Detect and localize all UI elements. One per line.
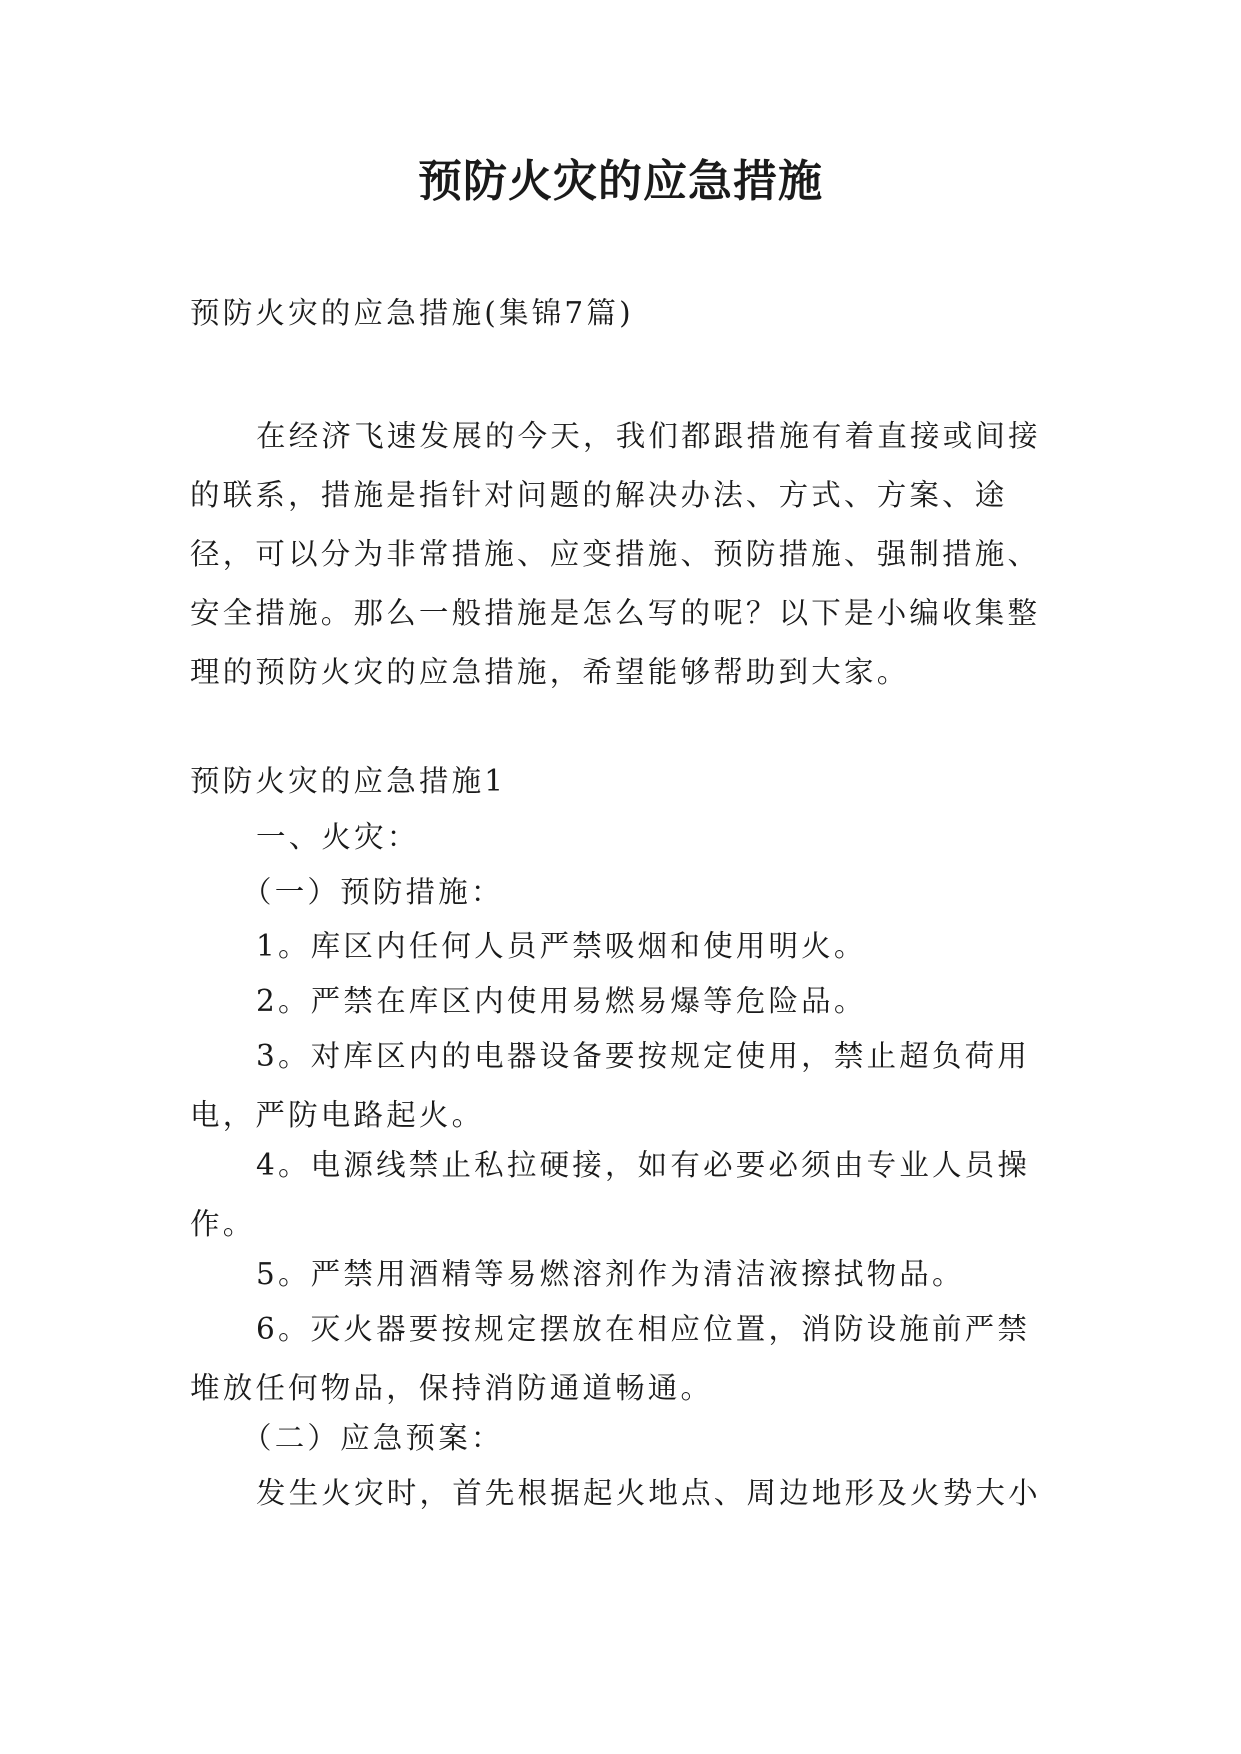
list-item: 3。对库区内的电器设备要按规定使用，禁止超负荷用电，严防电路起火。 bbox=[190, 1039, 1031, 1132]
list-item: 6。灭火器要按规定摆放在相应位置，消防设施前严禁堆放任何物品，保持消防通道畅通。 bbox=[190, 1312, 1031, 1405]
list-item: 5。严禁用酒精等易燃溶剂作为清洁液擦拭物品。 bbox=[256, 1257, 965, 1291]
list-item: 4。电源线禁止私拉硬接，如有必要必须由专业人员操作。 bbox=[190, 1148, 1031, 1241]
list-item: 1。库区内任何人员严禁吸烟和使用明火。 bbox=[256, 929, 867, 963]
subsection-heading-emergency-plan: （二）应急预案： bbox=[242, 1421, 504, 1455]
subsection-heading-prevention: （一）预防措施： bbox=[242, 875, 504, 909]
section-heading: 预防火灾的应急措施1 bbox=[190, 764, 507, 798]
document-title: 预防火灾的应急措施 bbox=[418, 156, 823, 207]
part-heading: 一、火灾： bbox=[256, 820, 420, 854]
document-subtitle: 预防火灾的应急措施(集锦7篇) bbox=[190, 296, 634, 330]
intro-paragraph: 在经济飞速发展的今天，我们都跟措施有着直接或间接的联系，措施是指针对问题的解决办法、方式、方案、途径，可以分为非常措施、应变措施、预防措施、强制措施、安全措施。那么一般措施是怎么写的呢？以下是小编收集整理的预防火灾的应急措施，希望能够帮助到大家。 bbox=[190, 419, 1041, 689]
body-paragraph: 发生火灾时，首先根据起火地点、周边地形及火势大小 bbox=[256, 1476, 1041, 1510]
list-item: 2。严禁在库区内使用易燃易爆等危险品。 bbox=[256, 984, 867, 1018]
